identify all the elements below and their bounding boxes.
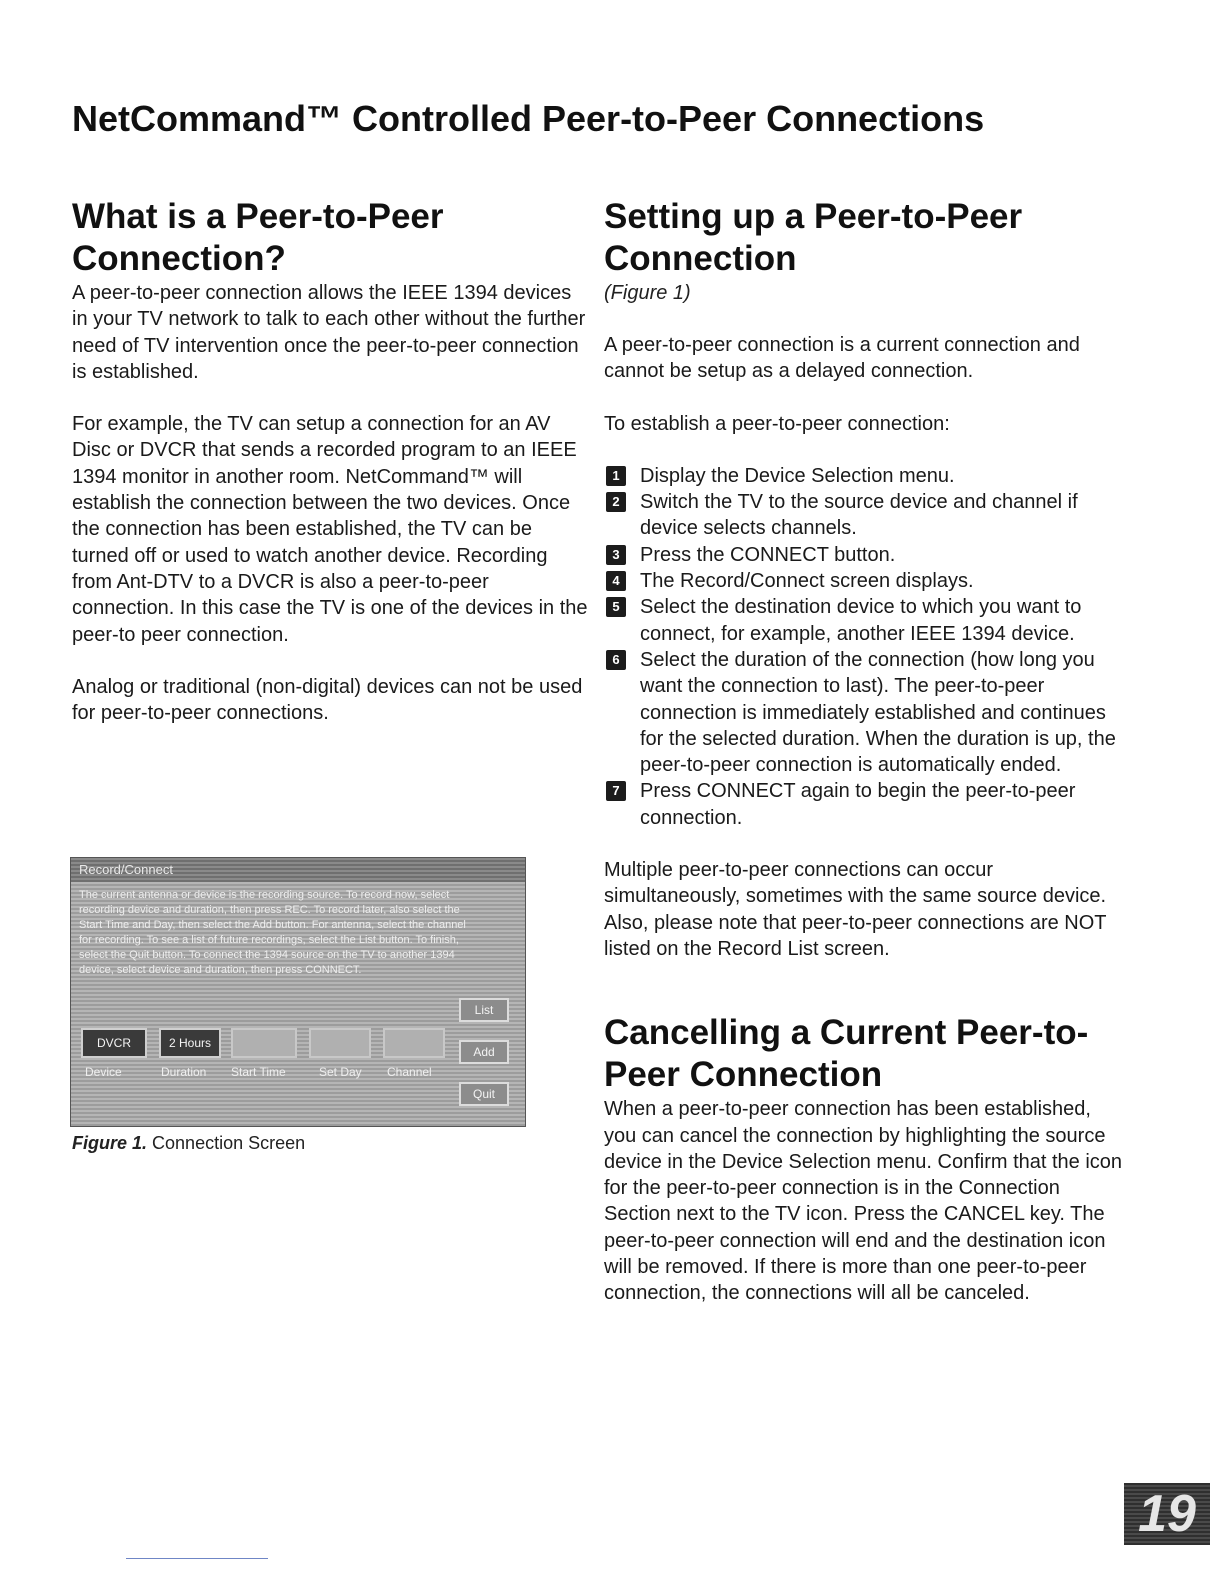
setup-steps-list <box>604 463 1124 831</box>
channel-field[interactable] <box>383 1028 445 1058</box>
step-text: The Record/Connect screen displays. <box>640 570 974 593</box>
figure-caption-label: Figure 1. <box>72 1133 148 1153</box>
step-text: Select the duration of the connection (how long you want the connection to last). The peer-to-peer connection is immediately established and continues for the selected duration. When the duration is up, the peer-to-peer connection is automatically ended. <box>640 648 1116 777</box>
step-text: Press the CONNECT button. <box>640 543 896 566</box>
step-text: Switch the TV to the source device and channel if device selects channels. <box>640 491 1078 540</box>
list-button[interactable]: List <box>459 998 509 1022</box>
step-number-badge: 3 <box>606 545 626 565</box>
page-number: 19 <box>1124 1483 1210 1545</box>
step-number-badge: 5 <box>606 597 626 617</box>
step-text: Press CONNECT again to begin the peer-to-peer connection. <box>640 780 1076 829</box>
setup-heading-line1: Setting up a Peer-to-Peer <box>604 197 1023 236</box>
cancel-heading-line1: Cancelling a Current Peer-to- <box>604 1013 1089 1053</box>
figure-reference: (Figure 1) <box>604 282 691 304</box>
bottom-divider <box>126 1558 268 1559</box>
step-text: Display the Device Selection menu. <box>640 464 955 487</box>
analog-note-paragraph: Analog or traditional (non-digital) devices can not be used for peer-to-peer connections. <box>72 675 583 725</box>
setup-heading-line2: Connection <box>604 239 797 278</box>
quit-button[interactable]: Quit <box>459 1082 509 1106</box>
start-time-field[interactable] <box>231 1028 297 1058</box>
figure-caption <box>72 1132 305 1154</box>
add-button[interactable]: Add <box>459 1040 509 1064</box>
left-column <box>72 196 592 726</box>
list-item <box>604 647 1124 778</box>
page-title: NetCommand™ Controlled Peer-to-Peer Connections <box>72 98 985 139</box>
list-item <box>604 594 1124 647</box>
connection-screen-figure <box>70 857 526 1127</box>
list-item <box>604 542 1124 568</box>
multiple-connections-paragraph: Multiple peer-to-peer connections can occur simultaneously, sometimes with the same source device. Also, please note that peer-to-peer connections are NOT listed on the Record List screen. <box>604 859 1107 960</box>
channel-label: Channel <box>387 1065 432 1079</box>
figure-caption-text: Connection Screen <box>152 1133 306 1153</box>
duration-field[interactable]: 2 Hours <box>159 1028 221 1058</box>
right-column <box>604 196 1124 1307</box>
start-time-label: Start Time <box>231 1065 286 1079</box>
step-number-badge: 6 <box>606 650 626 670</box>
list-item <box>604 489 1124 542</box>
cancel-heading <box>604 1012 1124 1096</box>
device-label: Device <box>85 1065 122 1079</box>
list-item <box>604 463 1124 489</box>
list-item <box>604 778 1124 831</box>
figure-title-bar: Record/Connect <box>71 858 525 882</box>
cancel-heading-line2: Peer Connection <box>604 1055 883 1095</box>
current-connection-paragraph: A peer-to-peer connection is a current connection and cannot be setup as a delayed connection. <box>604 334 1080 383</box>
example-paragraph: For example, the TV can setup a connection for an AV Disc or DVCR that sends a recorded program to an IEEE 1394 monitor in another room. NetCommand™ will establish the connection between the two devices. Once the connection has been established, the TV can be turned off or used to watch another device. Recording from Ant-DTV to a DVCR is also a peer-to-peer connection. In this case the TV is one of the devices in the peer-to peer connection. <box>72 413 588 646</box>
duration-label: Duration <box>161 1065 207 1079</box>
list-item <box>604 568 1124 594</box>
cancel-paragraph: When a peer-to-peer connection has been established, you can cancel the connection by highlighting the source device in the Device Selection menu. Confirm that the icon for the peer-to-peer connection is in the Connection Section next to the TV icon. Press the CANCEL key. The peer-to-peer connection will end and the destination icon will be removed. If there is more than one peer-to-peer connection, the connections will all be canceled. <box>604 1098 1123 1305</box>
step-number-badge: 2 <box>606 492 626 512</box>
setup-heading <box>604 196 1124 280</box>
set-day-field[interactable] <box>309 1028 371 1058</box>
step-number-badge: 4 <box>606 571 626 591</box>
device-field[interactable]: DVCR <box>81 1028 147 1058</box>
figure-instructions: The current antenna or device is the recording source. To record now, select recording device and duration, then press REC. To record later, also select the Start Time and Day, then select the Add button. For antenna, select the channel for recording. To see a list of future recordings, select the List button. To finish, select the Quit button. To connect the 1394 source on the TV to another 1394 device, select device and duration, then press CONNECT. <box>79 889 466 976</box>
step-number-badge: 1 <box>606 466 626 486</box>
what-is-heading <box>72 196 592 280</box>
step-text: Select the destination device to which you want to connect, for example, another IEEE 1394 device. <box>640 596 1082 645</box>
what-is-heading-line1: What is a Peer-to-Peer <box>72 197 444 236</box>
set-day-label: Set Day <box>319 1065 362 1079</box>
what-is-heading-line2: Connection? <box>72 239 286 278</box>
what-is-paragraph: A peer-to-peer connection allows the IEEE 1394 devices in your TV network to talk to each other without the further need of TV intervention once the peer-to-peer connection is established. <box>72 282 586 383</box>
step-number-badge: 7 <box>606 781 626 801</box>
establish-intro: To establish a peer-to-peer connection: <box>604 412 950 435</box>
